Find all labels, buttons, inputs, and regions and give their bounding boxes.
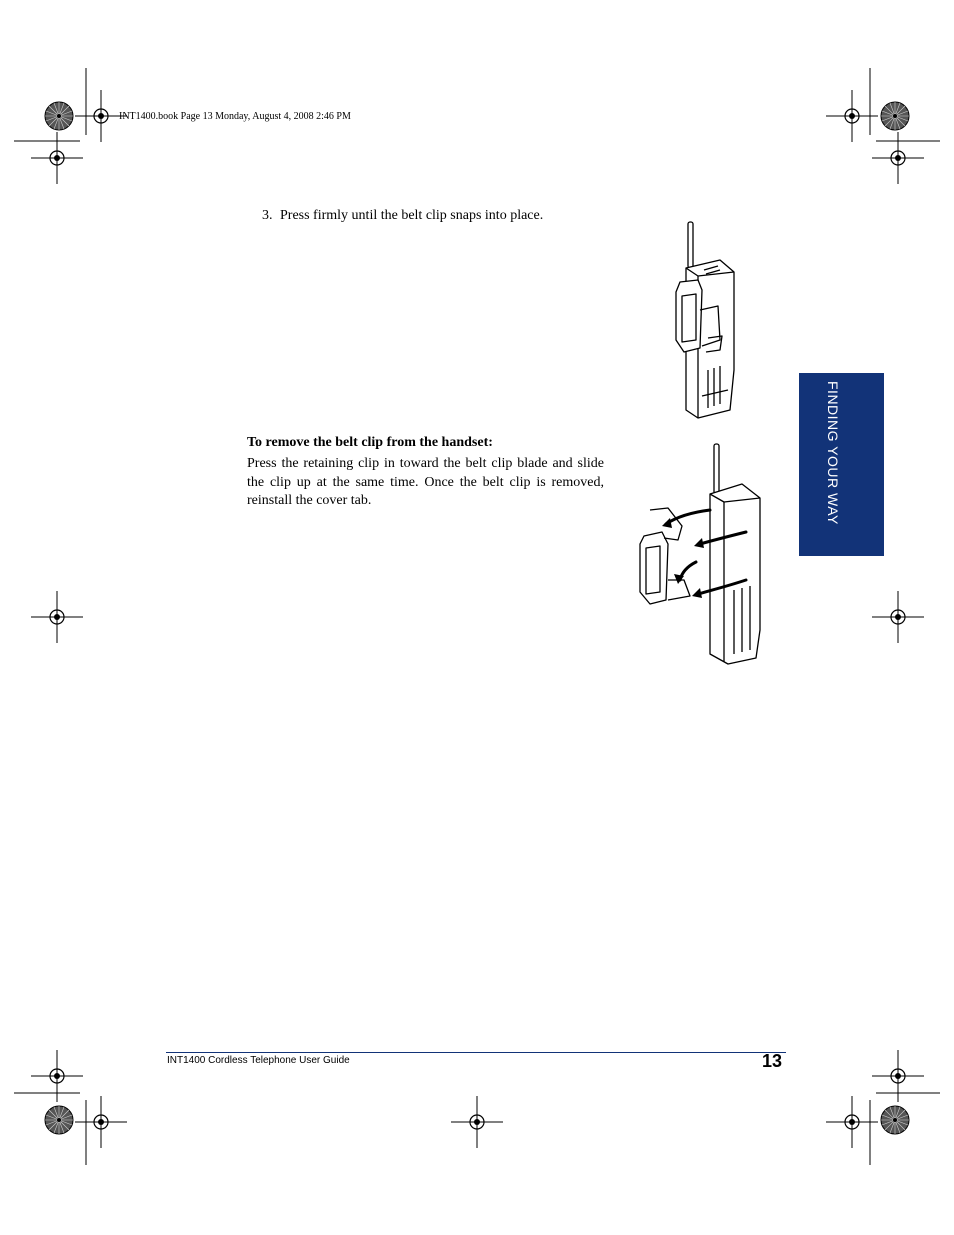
registration-mark-icon bbox=[31, 90, 924, 1148]
color-target-icon bbox=[45, 102, 909, 1134]
instruction-step bbox=[262, 208, 543, 224]
remove-belt-clip-illustration bbox=[638, 440, 768, 665]
handset-with-belt-clip-illustration bbox=[668, 220, 748, 425]
footer-title: INT1400 Cordless Telephone User Guide bbox=[167, 1055, 350, 1066]
side-tab-label: FINDING YOUR WAY bbox=[825, 381, 841, 525]
file-stamp: INT1400.book Page 13 Monday, August 4, 2008 2:46 PM bbox=[119, 111, 351, 122]
section-heading: To remove the belt clip from the handset: bbox=[247, 435, 493, 450]
step-number: 3. bbox=[262, 208, 273, 223]
chapter-side-tab bbox=[799, 373, 884, 556]
footer-rule bbox=[166, 1052, 786, 1053]
section-body: Press the retaining clip in toward the belt clip blade and slide the clip up at the same time. Once the belt clip is removed, reinstall the cover tab. bbox=[247, 456, 604, 508]
step-text: Press firmly until the belt clip snaps into place. bbox=[280, 208, 544, 223]
page-number: 13 bbox=[762, 1051, 783, 1071]
